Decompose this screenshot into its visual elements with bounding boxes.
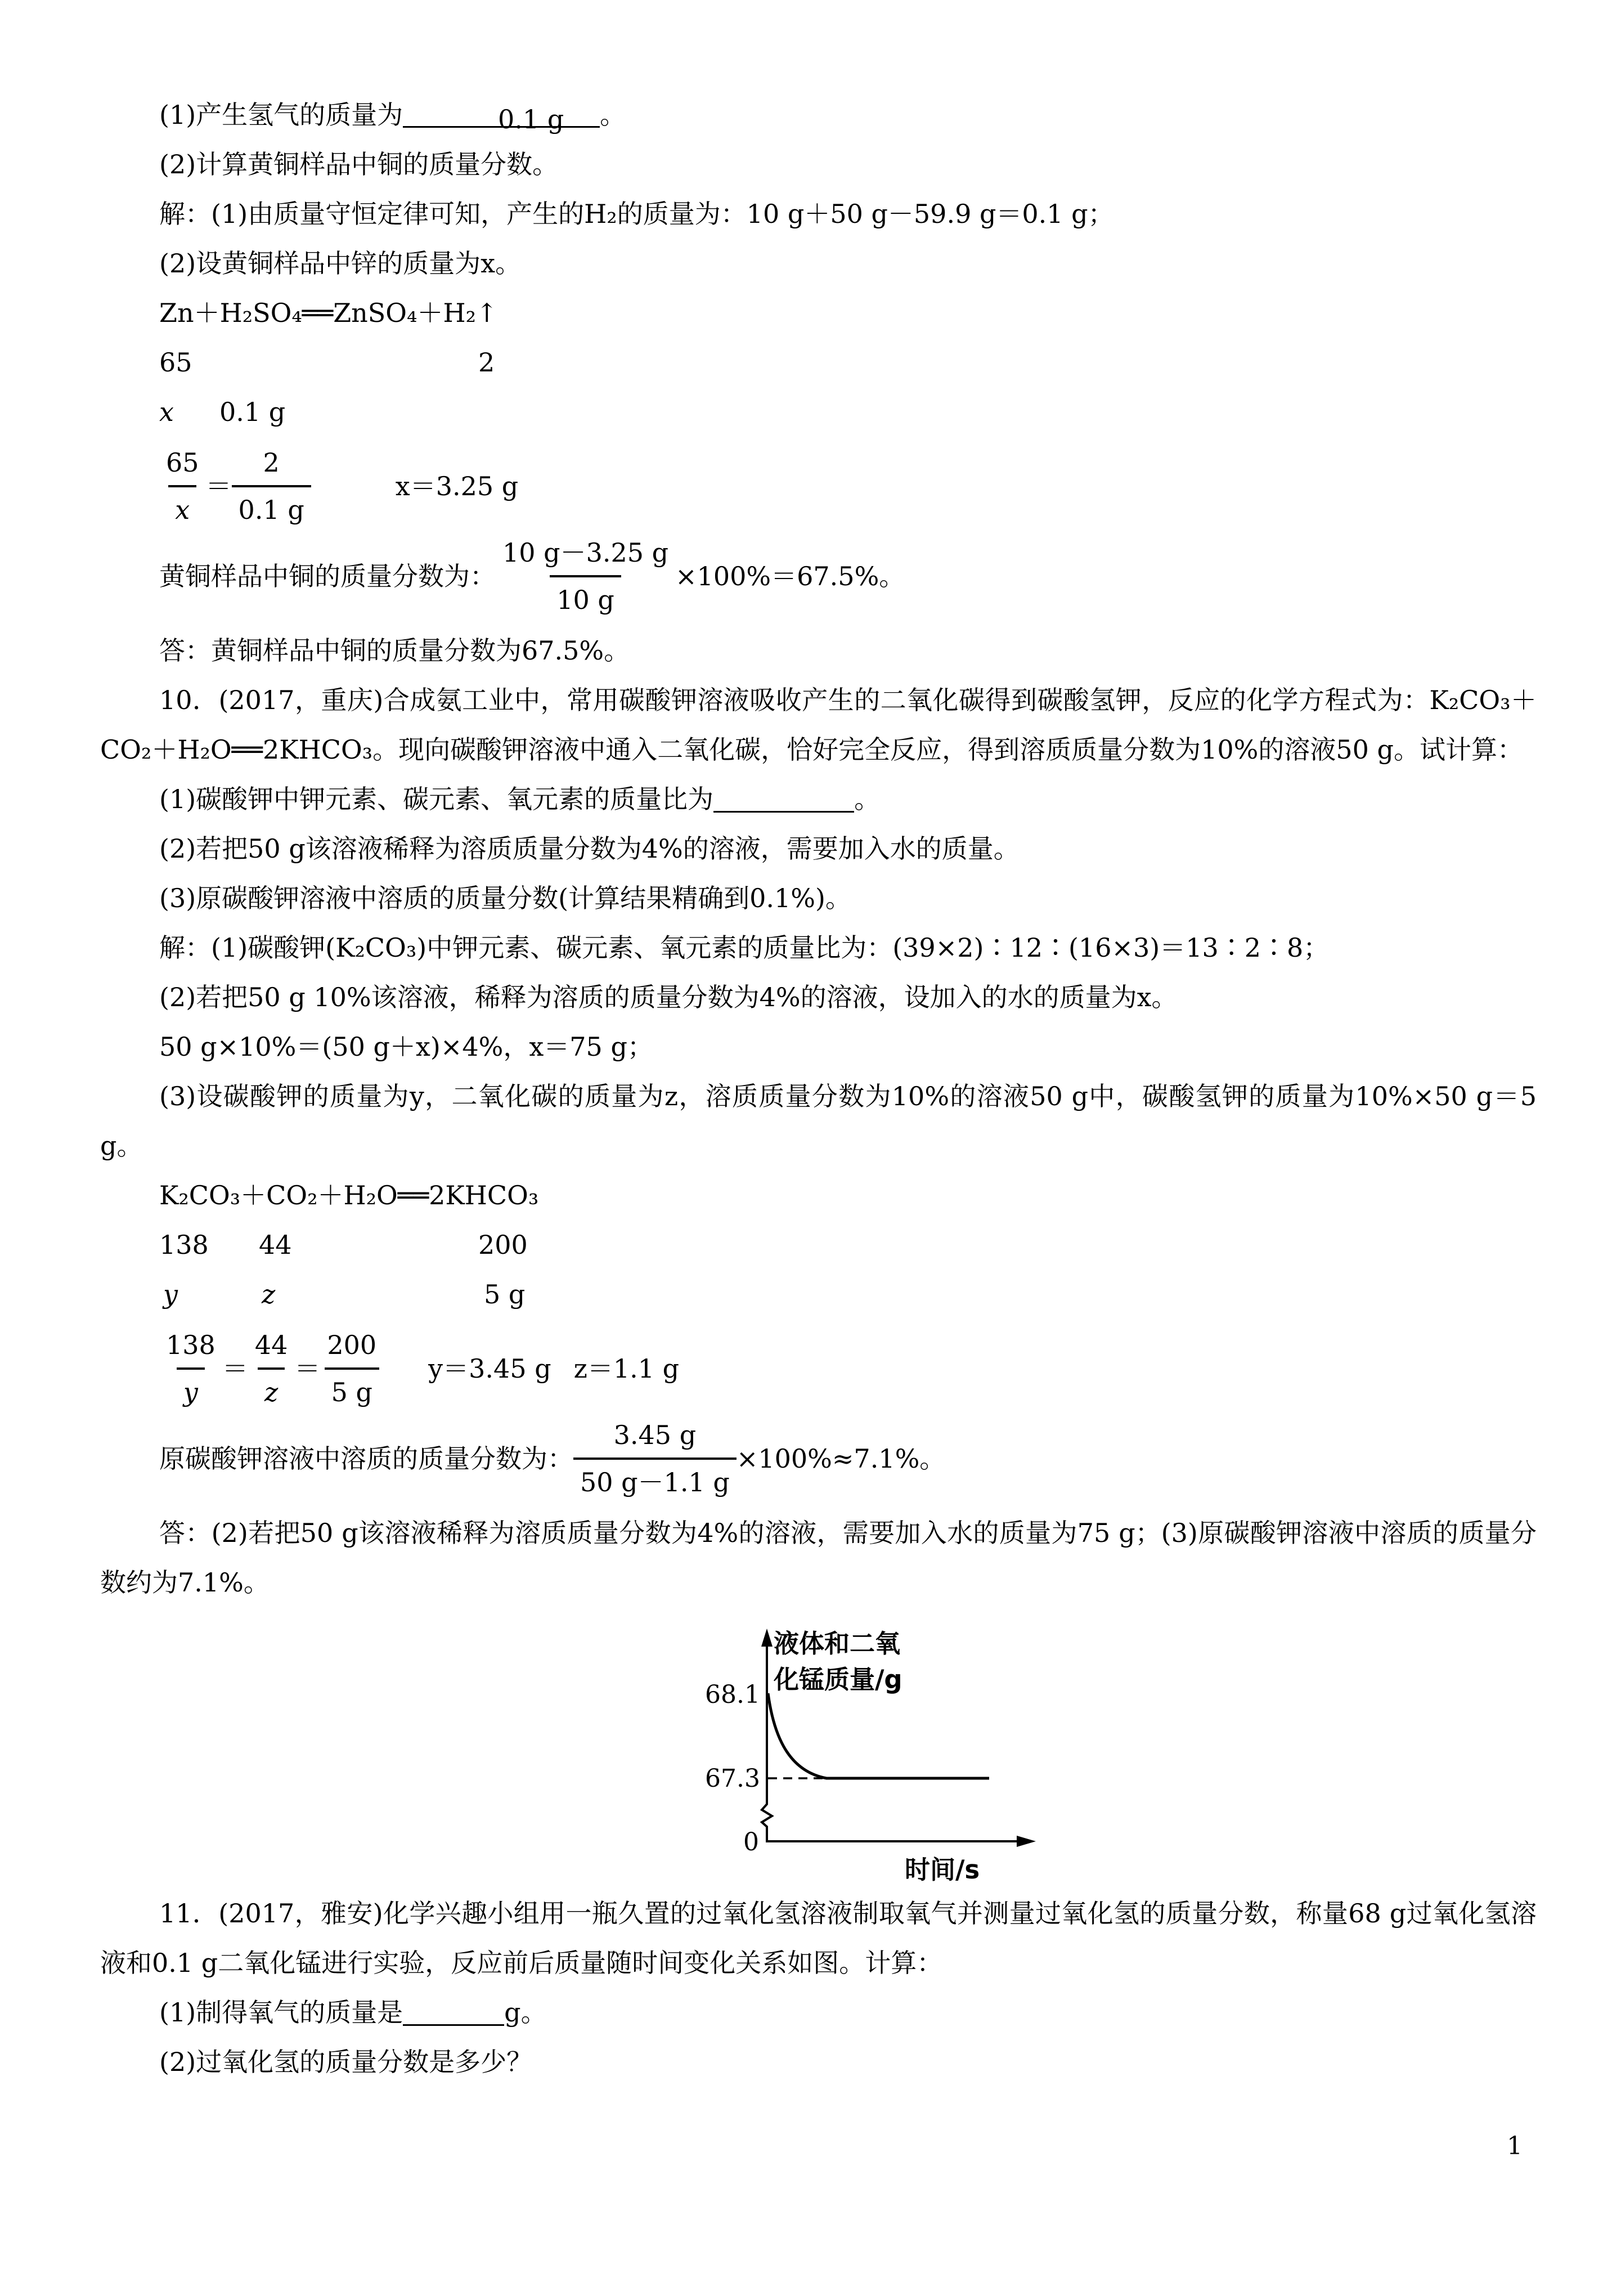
q9-chemical-equation: Zn＋H₂SO₄══ZnSO₄＋H₂↑ [159, 298, 498, 328]
q11-q1-blank [403, 1993, 504, 2026]
q10-stoich-200: 200 [478, 1230, 528, 1260]
q11-q1-suffix: g。 [504, 1997, 547, 2028]
q10-given-row [100, 1270, 1537, 1319]
curve-path [768, 1693, 989, 1778]
q10-fraction-44-z [248, 1328, 295, 1409]
y-tick-68-1: 68.1 [705, 1680, 760, 1709]
origin-tick-0: 0 [743, 1828, 759, 1856]
q10-mass-frac-numerator: 3.45 g [613, 1420, 697, 1450]
q11-question2: (2)过氧化氢的质量分数是多少？ [159, 2047, 533, 2077]
y-axis-title-line1: 液体和二氧 [774, 1629, 901, 1658]
y-axis-title-line2: 化锰质量/g [774, 1665, 902, 1694]
mass-time-chart-svg [682, 1618, 1110, 1889]
q9-mass-frac-denominator: 10 g [550, 575, 621, 617]
q10-mass-frac-denominator: 50 g－1.1 g [573, 1458, 737, 1499]
q10-q1-prefix: (1)碳酸钾中钾元素、碳元素、氧元素的质量比为 [159, 784, 714, 814]
q9-given-01g: 0.1 g [219, 397, 286, 427]
q10-stoich-44: 44 [259, 1230, 292, 1260]
q9-given-x: x [159, 397, 174, 427]
q10-chemical-equation: K₂CO₃＋CO₂＋H₂O══2KHCO₃ [159, 1180, 539, 1210]
q9-answer-blank-value: 0.1 g [498, 104, 564, 134]
q9-part1-suffix: 。 [600, 100, 626, 130]
x-axis-title: 时间/s [905, 1855, 980, 1885]
q10-fraction-200-5g [320, 1328, 383, 1409]
page-number: 1 [1507, 2132, 1523, 2160]
q10-mass-fraction-label: 原碳酸钾溶液中溶质的质量分数为： [159, 1443, 573, 1474]
q10-given-y: y [163, 1279, 178, 1310]
x-axis-arrow [1017, 1836, 1036, 1847]
q10-question2: (2)若把50 g该溶液稀释为溶质质量分数为4%的溶液，需要加入水的质量。 [159, 833, 1020, 864]
q9-part2-line: (2)计算黄铜样品中铜的质量分数。 [159, 149, 559, 180]
q10-proportion-row [159, 1328, 1537, 1409]
q10-solution-line3: (3)设碳酸钾的质量为y，二氧化碳的质量为z，溶质质量分数为10%的溶液50 g中，碳酸氢钾的质量为10%×50 g＝5 g。 [100, 1081, 1537, 1161]
q10-given-z: z [262, 1279, 276, 1310]
q9-solution-line1: 解：(1)由质量守恒定律可知，产生的H₂的质量为：10 g＋50 g－59.9 g＝0.1 g； [159, 199, 1114, 229]
q10-mass-fraction [573, 1418, 737, 1499]
mass-time-chart [100, 1618, 1537, 1889]
q10-z-result: z＝1.1 g [573, 1353, 680, 1384]
q9-mass-fraction-result: ×100%＝67.5%。 [675, 561, 905, 591]
q9-mass-fraction-row [159, 536, 1537, 617]
q9-solution-line2: (2)设黄铜样品中锌的质量为x。 [159, 248, 522, 279]
q9-frac1-numerator: 65 [166, 447, 199, 478]
q10-stoich-138: 138 [159, 1230, 209, 1260]
q9-part1-prefix: (1)产生氢气的质量为 [159, 100, 403, 130]
q9-frac2-denominator: 0.1 g [232, 485, 311, 527]
q10-solution-line1: 解：(1)碳酸钾(K₂CO₃)中钾元素、碳元素、氧元素的质量比为：(39×2)∶12∶(16×3)＝13∶2∶8； [159, 932, 1330, 963]
q9-fraction-2-01g [232, 446, 311, 527]
q10-frac2-denominator: z [258, 1367, 285, 1409]
q10-mass-fraction-row [159, 1418, 1537, 1499]
q9-stoich-row [100, 338, 1537, 387]
q10-q1-suffix: 。 [854, 784, 881, 814]
q10-frac1-numerator: 138 [166, 1330, 215, 1360]
q9-answer-blank [403, 95, 600, 134]
q9-x-result: x＝3.25 g [395, 471, 519, 501]
q9-fraction-65-x [159, 446, 206, 527]
q10-y-result: y＝3.45 g [428, 1353, 551, 1384]
q10-solution-line2b: 50 g×10%＝(50 g＋x)×4%，x＝75 g； [159, 1032, 653, 1062]
q10-answer-line: 答：(2)若把50 g该溶液稀释为溶质质量分数为4%的溶液，需要加入水的质量为75 g；(3)原碳酸钾溶液中溶质的质量分数约为7.1%。 [100, 1518, 1537, 1598]
q9-stoich-2: 2 [478, 347, 495, 378]
q10-q1-blank [713, 779, 854, 813]
y-axis-line [762, 1643, 772, 1842]
q9-part1-line [100, 90, 1537, 140]
q10-frac1-denominator: y [177, 1367, 205, 1409]
q10-stoich-row [100, 1220, 1537, 1270]
q10-intro: 10．(2017，重庆)合成氨工业中，常用碳酸钾溶液吸收产生的二氧化碳得到碳酸氢钾，反应的化学方程式为：K₂CO₃＋CO₂＋H₂O══2KHCO₃。现向碳酸钾溶液中通入二氧化碳，恰好完全反应，得到溶质质量分数为10%的溶液50 g。试计算： [100, 685, 1537, 765]
q9-stoich-65: 65 [159, 347, 192, 378]
q10-given-5g: 5 g [484, 1279, 526, 1310]
q9-frac2-numerator: 2 [263, 447, 280, 478]
q9-proportion-row [159, 446, 1537, 527]
y-tick-67-3: 67.3 [705, 1764, 760, 1793]
q10-prop-equals-1: ＝ [222, 1353, 248, 1384]
q9-answer-line: 答：黄铜样品中铜的质量分数为67.5%。 [159, 635, 630, 666]
q10-frac2-numerator: 44 [254, 1330, 288, 1360]
q9-mass-fraction [496, 536, 675, 617]
q10-frac3-numerator: 200 [327, 1330, 377, 1360]
q10-question1 [100, 774, 1537, 824]
q10-fraction-138-y [159, 1328, 222, 1409]
q9-mass-frac-numerator: 10 g－3.25 g [502, 537, 669, 568]
q11-question1 [100, 1988, 1537, 2037]
q10-mass-fraction-result: ×100%≈7.1%。 [736, 1443, 946, 1474]
q11-intro: 11．(2017，雅安)化学兴趣小组用一瓶久置的过氧化氢溶液制取氧气并测量过氧化氢的质量分数，称量68 g过氧化氢溶液和0.1 g二氧化锰进行实验，反应前后质量随时间变化关系如图。计算： [100, 1898, 1537, 1978]
q10-prop-equals-2: ＝ [294, 1353, 321, 1384]
q10-frac3-denominator: 5 g [325, 1367, 379, 1409]
q10-solution-line2: (2)若把50 g 10%该溶液，稀释为溶质的质量分数为4%的溶液，设加入的水的质量为x。 [159, 982, 1178, 1012]
q9-given-row [100, 387, 1537, 437]
q11-q1-prefix: (1)制得氧气的质量是 [159, 1997, 403, 2028]
q9-prop-equals: ＝ [205, 471, 232, 501]
q9-frac1-denominator: x [168, 485, 196, 527]
q9-mass-fraction-label: 黄铜样品中铜的质量分数为： [159, 561, 496, 591]
q10-question3: (3)原碳酸钾溶液中溶质的质量分数(计算结果精确到0.1%)。 [159, 883, 851, 913]
